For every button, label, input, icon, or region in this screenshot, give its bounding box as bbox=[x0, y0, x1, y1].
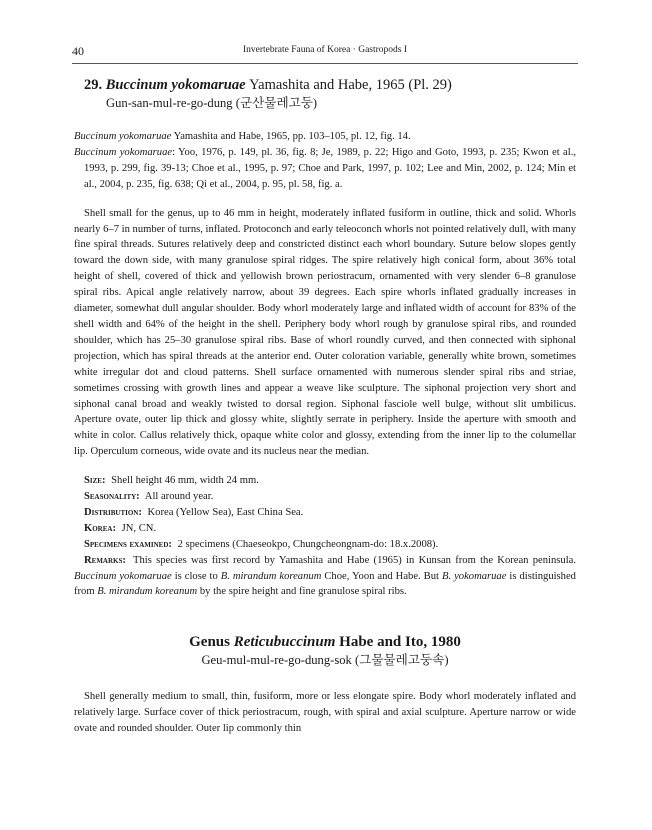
fact-seasonality bbox=[74, 489, 576, 505]
fact-label: Seasonality: bbox=[84, 491, 140, 503]
remarks-taxon: B. mirandum koreanum bbox=[97, 586, 198, 598]
fact-value: Shell height 46 mm, width 24 mm. bbox=[111, 475, 259, 487]
genus-authority: Habe and Ito, 1980 bbox=[339, 634, 461, 651]
fact-label: Korea: bbox=[84, 522, 116, 534]
synonymy-text: : Yoo, 1976, p. 149, pl. 36, fig. 8; Je, 1989, p. 22; Higo and Goto, 1993, p. 235; Kwon et al., 1993, p. 299, fig. 39-13; Choe et al., 1995, p. 97; Choe and Park, 1997, p. 102; Lee and Min, 2002, p. 124; Min et al., 2004, p. 235, fig. 638; Qi et al., 2004, p. 95, pl. 58, fig. a. bbox=[84, 146, 576, 190]
genus-name: Reticubuccinum bbox=[233, 634, 336, 651]
remarks-text: Choe, Yoon and Habe. But bbox=[324, 570, 439, 582]
synonymy-entry bbox=[74, 129, 576, 145]
remarks-text: This species was first record by Yamashita and Habe (1965) in Kunsan from the Korean peninsula. bbox=[133, 554, 576, 566]
page-content bbox=[74, 76, 576, 748]
fact-label: Remarks: bbox=[84, 554, 126, 566]
page-number: 40 bbox=[72, 44, 84, 58]
remarks-taxon: Buccinum yokomaruae bbox=[74, 570, 172, 582]
species-authority: Yamashita and Habe, 1965 bbox=[249, 77, 405, 93]
synonymy-text: Yamashita and Habe, 1965, pp. 103–105, pl. 12, fig. 14. bbox=[173, 131, 411, 142]
synonymy-entry bbox=[74, 145, 576, 193]
fact-value: Korea (Yellow Sea), East China Sea. bbox=[147, 506, 304, 518]
fact-specimens bbox=[74, 537, 576, 553]
species-korean-name: Gun-san-mul-re-go-dung (군산물레고둥) bbox=[106, 96, 318, 110]
synonymy-taxon: Buccinum yokomaruae bbox=[74, 146, 173, 158]
remarks-taxon: B. yokomaruae bbox=[441, 570, 507, 582]
running-title: Invertebrate Fauna of Korea · Gastropods I bbox=[242, 45, 408, 55]
header-rule bbox=[72, 63, 578, 64]
fact-value: All around year. bbox=[144, 491, 214, 503]
species-facts bbox=[74, 473, 576, 600]
genus-prefix: Genus bbox=[189, 634, 230, 651]
fact-remarks bbox=[74, 553, 576, 601]
remarks-taxon: B. mirandum koreanum bbox=[220, 570, 322, 582]
species-name: Buccinum yokomaruae bbox=[105, 77, 246, 93]
species-description: Shell small for the genus, up to 46 mm in height, moderately inflated fusiform in outline, thick and solid. Whorls nearly 6–7 in number of turns, inflated. Protoconch and early teleoconch whorls not pointed relatively dull, with many fine spiral threads. Sutures relatively deep and constricted distinct each whorl boundary. Suture below slopes gently toward the down side, with many granulose spiral ridges. The spire relatively high conical form, about 36% total height of shell, covered of thick and yellowish brown periostracum, ornamented with very slender 6–8 granulose spiral ribs. Apical angle relatively narrow, about 39 degrees. Each spire whorls inflated gradually increases in diameter, somewhat dull angular shoulder. Body whorl moderately large and inflated width of account for 83% of the shell width and 64% of the height in the shell. Periphery body whorl rough by granulose spiral ribs, and rounded shoulder, which has 25–30 granulose spiral ribs. Base of whorl roundly curved, and then connected with siphonal projection, which has spiral threads at the anterior end. Outer coloration variable, generally white brown, sometimes white irregular dot and cloud patterns. Shell surface ornamented with numerous slender spiral ribs and striae, sometimes crossing with growth lines and appear a weave like sculpture. The siphonal projection very short and siphonal canal broad and weakly twisted to dorsal region. Siphonal fasciole well bulge, without slit umbilicus. Aperture ovate, outer lip thick and glossy white, slightly serrate in periphery. Inside the aperture with smooth and white in color. Callus relatively thick, opaque white color and glossy, extending from the inner lip to the columellar lip. Operculum corneous, wide ovate and its nucleus near the median. bbox=[74, 207, 576, 458]
remarks-text: by the spire height and fine granulose spiral ribs. bbox=[199, 586, 407, 598]
synonymy-taxon: Buccinum yokomaruae bbox=[74, 131, 172, 142]
genus-heading bbox=[74, 632, 576, 652]
fact-size bbox=[74, 473, 576, 489]
remarks-text: is close to bbox=[174, 570, 218, 582]
genus-korean-name: Geu-mul-mul-re-go-dung-sok (그물물레고둥속) bbox=[201, 653, 449, 668]
fact-distribution bbox=[74, 505, 576, 521]
fact-label: Distribution: bbox=[84, 506, 142, 518]
genus-description: Shell generally medium to small, thin, fusiform, more or less elongate spire. Body whorl moderately inflated and relatively large. Surface cover of thick periostracum, rough, with spiral and axial sculpture. Aperture narrow or wide ovate and rounded shoulder. Outer lip commonly thin bbox=[74, 691, 576, 735]
fact-label: Size: bbox=[84, 475, 106, 487]
synonymy-list bbox=[74, 129, 576, 193]
remarks-text: is distinguished from bbox=[74, 570, 576, 598]
fact-value: JN, CN. bbox=[121, 522, 157, 534]
species-heading bbox=[84, 76, 576, 95]
species-number: 29. bbox=[84, 77, 103, 93]
fact-value: 2 specimens (Chaeseokpo, Chungcheongnam-do: 18.x.2008). bbox=[177, 538, 439, 550]
fact-label: Specimens examined: bbox=[84, 538, 172, 550]
fact-korea bbox=[74, 521, 576, 537]
species-plate: (Pl. 29) bbox=[408, 77, 452, 93]
page-header bbox=[72, 44, 578, 58]
